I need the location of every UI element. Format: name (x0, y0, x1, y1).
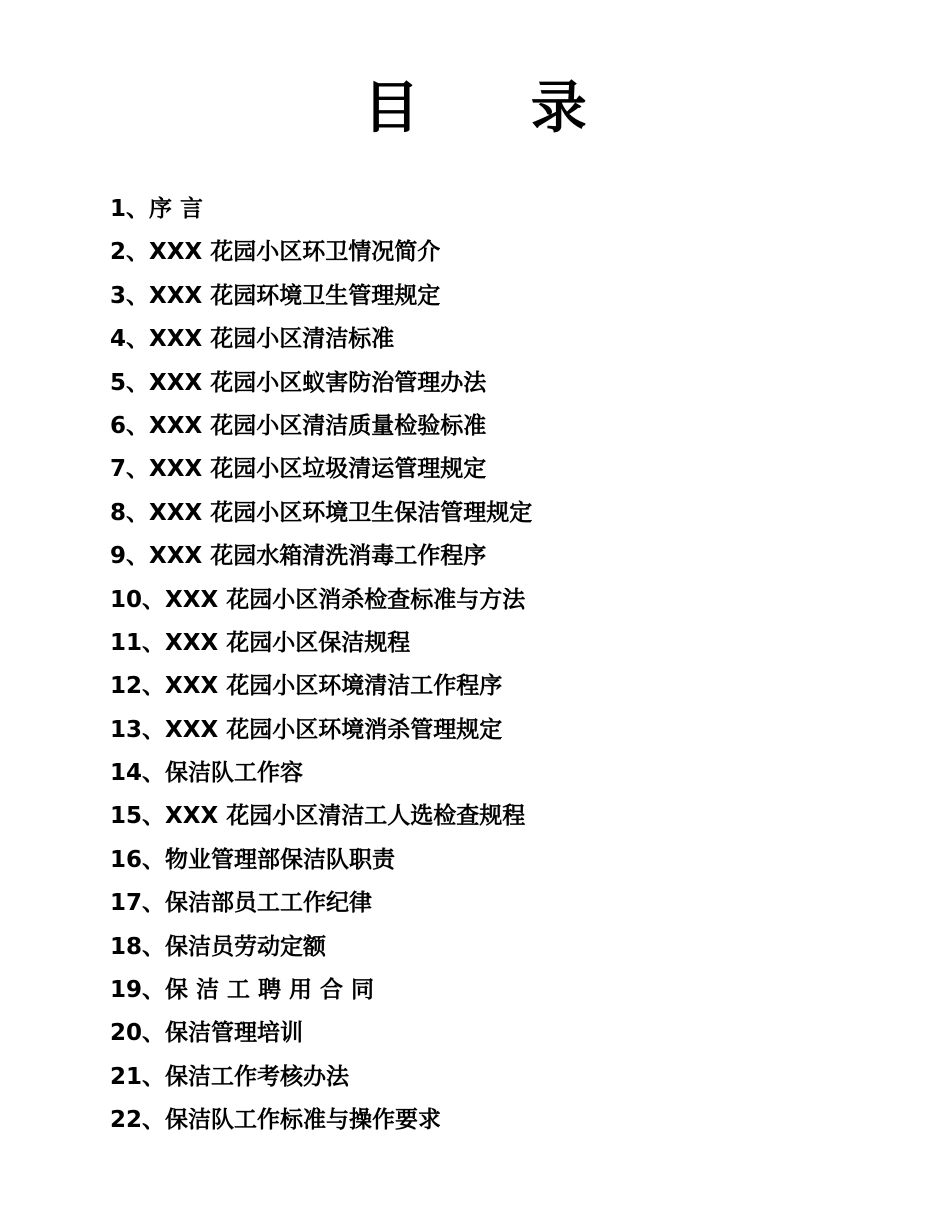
toc-item: 6、XXX 花园小区清洁质量检验标准 (110, 412, 487, 439)
toc-item: 4、XXX 花园小区清洁标准 (110, 326, 395, 353)
toc-item: 8、XXX 花园小区环境卫生保洁管理规定 (110, 499, 533, 526)
toc-item: 7、XXX 花园小区垃圾清运管理规定 (110, 456, 487, 483)
toc-item: 15、XXX 花园小区清洁工人选检查规程 (110, 803, 526, 830)
table-of-contents (110, 188, 870, 1143)
toc-item: 10、XXX 花园小区消杀检查标准与方法 (110, 586, 526, 613)
toc-item: 13、XXX 花园小区环境消杀管理规定 (110, 716, 503, 743)
toc-item: 16、物业管理部保洁队职责 (110, 846, 396, 873)
toc-item: 9、XXX 花园水箱清洗消毒工作程序 (110, 543, 487, 570)
toc-item: 2、XXX 花园小区环卫情况简介 (110, 239, 441, 266)
toc-item: 19、保 洁 工 聘 用 合 同 (110, 977, 375, 1004)
toc-item: 20、保洁管理培训 (110, 1020, 304, 1047)
page-title: 目 录 (363, 76, 633, 141)
toc-item: 12、XXX 花园小区环境清洁工作程序 (110, 673, 503, 700)
toc-item: 3、XXX 花园环境卫生管理规定 (110, 282, 441, 309)
toc-item: 21、保洁工作考核办法 (110, 1063, 350, 1090)
toc-item: 17、保洁部员工工作纪律 (110, 890, 373, 917)
toc-item: 11、XXX 花园小区保洁规程 (110, 629, 411, 656)
toc-item: 5、XXX 花园小区蚁害防治管理办法 (110, 369, 487, 396)
toc-item: 1、序 言 (110, 196, 204, 222)
toc-item: 14、保洁队工作容 (110, 760, 304, 787)
toc-item: 18、保洁员劳动定额 (110, 933, 327, 960)
toc-item: 22、保洁队工作标准与操作要求 (110, 1107, 442, 1134)
